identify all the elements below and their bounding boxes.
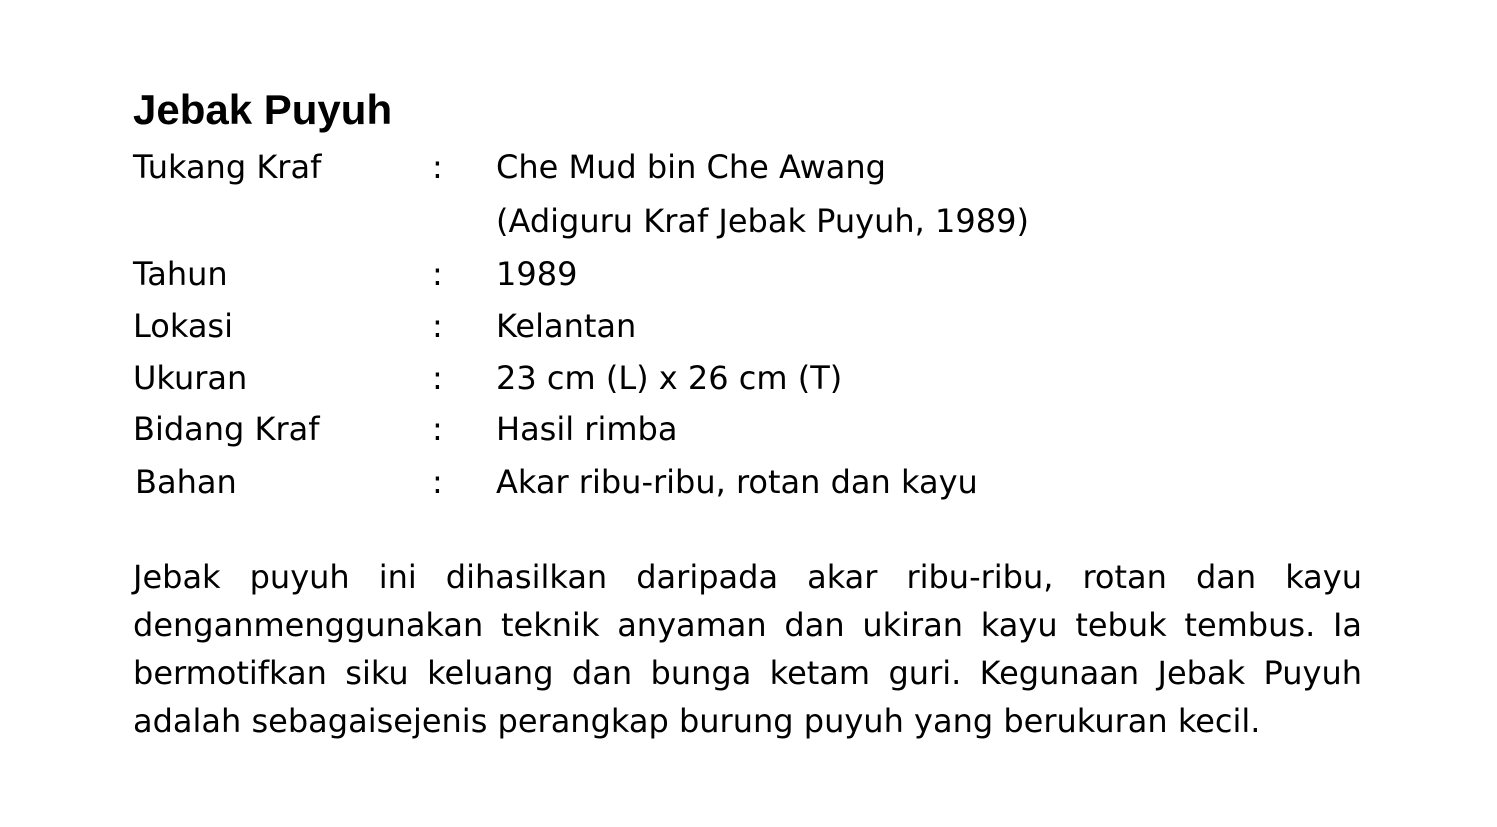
info-separator: : <box>432 359 443 397</box>
info-value-bidang-kraf: Hasil rimba <box>496 410 678 448</box>
info-row-bahan <box>0 456 1497 508</box>
info-value-ukuran: 23 cm (L) x 26 cm (T) <box>496 359 843 397</box>
info-label-ukuran: Ukuran <box>133 359 248 397</box>
info-value-lokasi: Kelantan <box>496 307 637 345</box>
info-value-tukang-kraf-title: (Adiguru Kraf Jebak Puyuh, 1989) <box>496 202 1029 240</box>
info-label-lokasi: Lokasi <box>133 307 233 345</box>
info-value-tukang-kraf: Che Mud bin Che Awang <box>496 148 886 186</box>
info-separator: : <box>432 410 443 448</box>
info-separator: : <box>432 255 443 293</box>
info-row-tukang-kraf <box>0 141 1497 193</box>
info-row-tahun <box>0 248 1497 300</box>
info-value-bahan: Akar ribu-ribu, rotan dan kayu <box>496 463 978 501</box>
page-title: Jebak Puyuh <box>133 86 393 133</box>
info-value-tahun: 1989 <box>496 255 578 293</box>
info-row-bidang-kraf <box>0 403 1497 455</box>
info-row-ukuran <box>0 352 1497 404</box>
info-row-tukang-kraf-continued <box>0 195 1497 247</box>
info-separator: : <box>432 307 443 345</box>
info-label-bahan: Bahan <box>135 463 237 501</box>
description-paragraph: Jebak puyuh ini dihasilkan daripada akar ribu-ribu, rotan dan kayu denganmenggunakan teknik anyaman dan ukiran kayu tebuk tembus. Ia bermotifkan siku keluang dan bunga ketam guri. Kegunaan Jebak Puyuh adalah sebagaisejenis perangkap burung puyuh yang berukuran kecil. <box>133 558 1362 740</box>
info-separator: : <box>432 463 443 501</box>
info-label-tahun: Tahun <box>133 255 228 293</box>
info-separator: : <box>432 148 443 186</box>
info-row-lokasi <box>0 300 1497 352</box>
info-label-bidang-kraf: Bidang Kraf <box>133 410 320 448</box>
info-label-tukang-kraf: Tukang Kraf <box>133 148 322 186</box>
